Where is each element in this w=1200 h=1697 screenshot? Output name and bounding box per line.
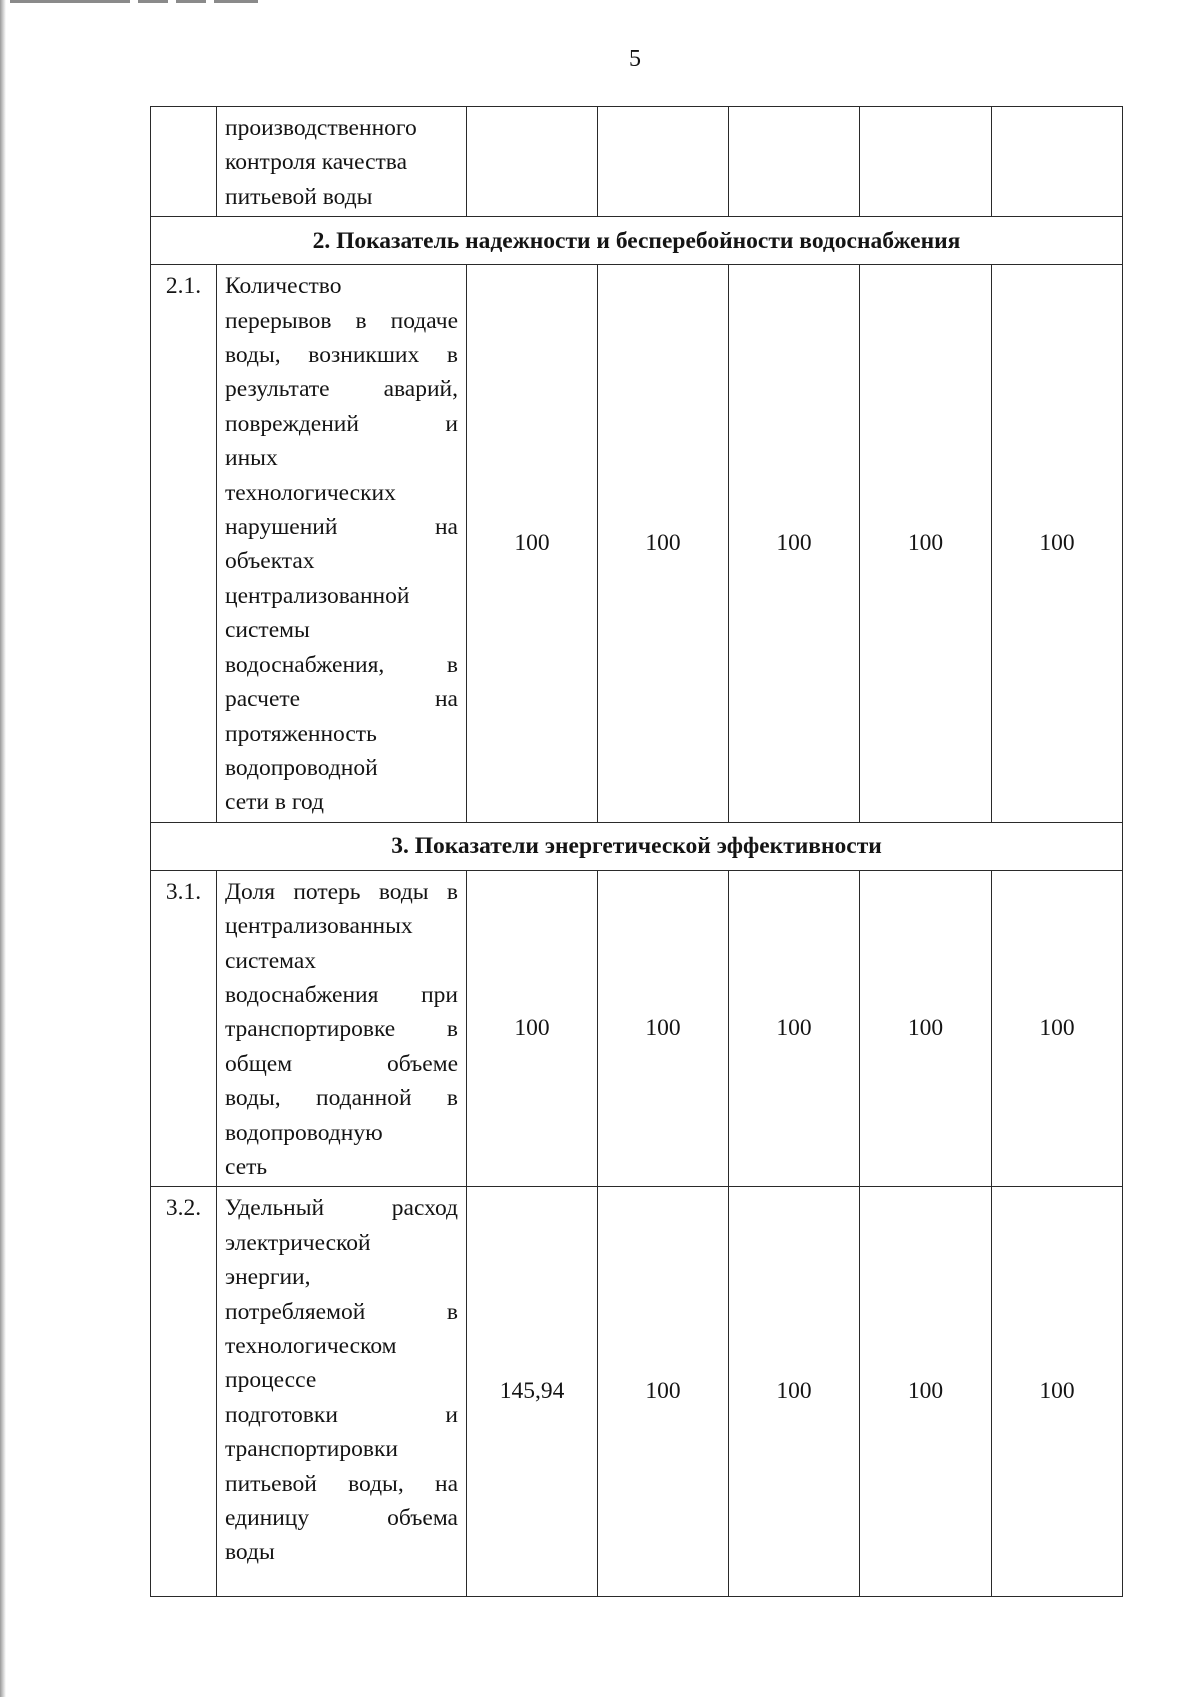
description-line: процессе — [225, 1367, 317, 1394]
value-cell: 100 — [860, 1187, 992, 1596]
section-header-row — [151, 822, 1123, 870]
description-line: Количество — [225, 273, 342, 300]
value-cell: 100 — [729, 1187, 860, 1596]
description-line: энергии, — [225, 1264, 311, 1291]
value-cell: 100 — [860, 870, 992, 1187]
description-line: воды, поданной в — [225, 1085, 458, 1112]
description-line: протяженность — [225, 720, 377, 747]
section-title: 2. Показатель надежности и бесперебойности водоснабжения — [151, 217, 1123, 265]
description-line: производственного — [225, 115, 417, 141]
description-line: транспортировки — [225, 1436, 398, 1463]
value-cell — [729, 107, 860, 217]
description-line: расчете на — [225, 686, 458, 713]
description-line: перерывов в подаче — [225, 307, 458, 334]
table-row — [151, 870, 1123, 1187]
value-cell — [467, 107, 598, 217]
row-number — [151, 107, 217, 217]
description-line: Доля потерь воды в — [225, 878, 458, 905]
description-line: системах — [225, 947, 317, 974]
description-line: водопроводную — [225, 1119, 383, 1146]
value-cell: 100 — [467, 870, 598, 1187]
table-row — [151, 265, 1123, 823]
row-number: 2.1. — [151, 265, 217, 823]
description-line: общем объеме — [225, 1050, 458, 1077]
description-line: иных — [225, 445, 278, 472]
table-row — [151, 107, 1123, 217]
description-line: питьевой воды — [225, 183, 373, 210]
value-cell: 100 — [860, 265, 992, 823]
description-line: транспортировке в — [225, 1016, 458, 1043]
description-line: водопроводной — [225, 754, 378, 781]
value-cell: 100 — [729, 265, 860, 823]
scan-top-mark — [176, 0, 206, 3]
description-line: технологических — [225, 479, 396, 506]
value-cell — [992, 107, 1123, 217]
value-cell: 100 — [729, 870, 860, 1187]
description-line: повреждений и — [225, 410, 458, 437]
value-cell: 100 — [992, 1187, 1123, 1596]
description-line: централизованной — [225, 582, 410, 609]
description-line: объектах — [225, 548, 315, 575]
description-line: результате аварий, — [225, 376, 458, 403]
value-cell: 100 — [992, 870, 1123, 1187]
section-header-row — [151, 217, 1123, 265]
indicator-description — [217, 1187, 467, 1596]
description-line: системы — [225, 617, 310, 644]
description-line: централизованных — [225, 913, 413, 940]
description-line: водоснабжения, в — [225, 651, 458, 678]
indicator-description — [217, 265, 467, 823]
table-row — [151, 1187, 1123, 1596]
row-number: 3.1. — [151, 870, 217, 1187]
description-line: технологическом — [225, 1333, 397, 1359]
description-line: подготовки и — [225, 1401, 458, 1428]
value-cell: 100 — [467, 265, 598, 823]
description-line: Удельный расход — [225, 1195, 458, 1222]
indicator-description — [217, 107, 467, 217]
page-number: 5 — [629, 46, 641, 72]
value-cell: 145,94 — [467, 1187, 598, 1596]
value-cell: 100 — [598, 265, 729, 823]
section-title: 3. Показатели энергетической эффективности — [151, 822, 1123, 870]
description-line: воды — [225, 1539, 275, 1566]
scan-top-mark — [138, 0, 168, 3]
value-cell — [860, 107, 992, 217]
indicator-description — [217, 870, 467, 1187]
description-line: единицу объема — [225, 1505, 458, 1532]
description-line: водоснабжения при — [225, 981, 458, 1008]
row-number: 3.2. — [151, 1187, 217, 1596]
value-cell: 100 — [992, 265, 1123, 823]
description-line: потребляемой в — [225, 1298, 458, 1325]
description-line: нарушений на — [225, 514, 458, 541]
description-line: сеть — [225, 1153, 268, 1180]
scan-left-edge — [0, 0, 6, 1697]
description-line: сети в год — [225, 789, 324, 816]
description-line: воды, возникших в — [225, 342, 458, 369]
scan-top-mark — [214, 0, 258, 3]
scan-top-mark — [10, 0, 130, 3]
description-line: питьевой воды, на — [225, 1470, 458, 1497]
value-cell — [598, 107, 729, 217]
indicators-table — [150, 106, 1123, 1597]
description-line: электрической — [225, 1229, 371, 1256]
value-cell: 100 — [598, 870, 729, 1187]
description-line: контроля качества — [225, 149, 408, 176]
value-cell: 100 — [598, 1187, 729, 1596]
